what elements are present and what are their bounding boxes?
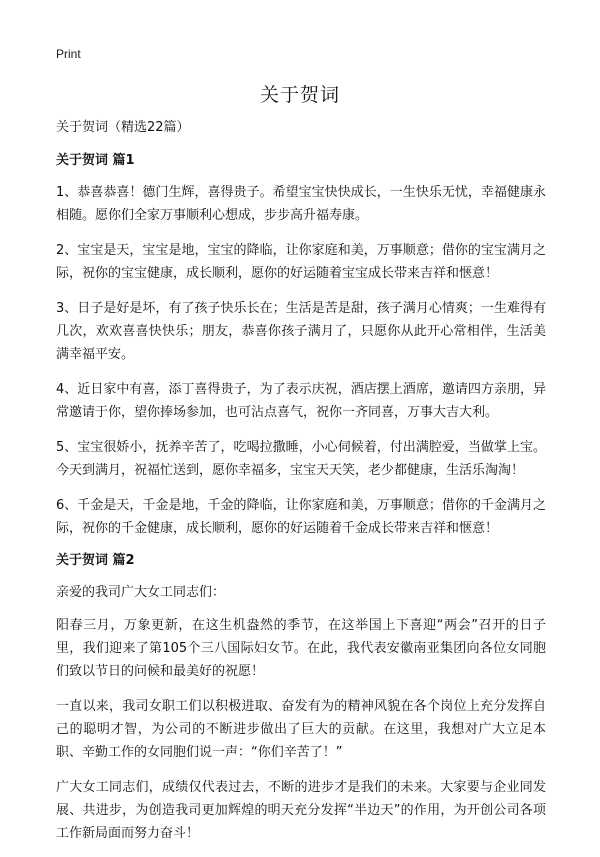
paragraph: 1、恭喜恭喜！德门生辉，喜得贵子。希望宝宝快快成长，一生快乐无忧，幸福健康永相随。愿你们全家万事顺利心想成，步步高升福寿康。 [56,185,546,223]
salutation: 亲爱的我司广大女工同志们： [56,585,226,600]
section-heading: 关于贺词 篇1 [56,153,135,168]
document-subtitle: 关于贺词（精选22篇） [56,120,190,135]
paragraph: 广大女工同志们，成绩仅代表过去，不断的进步才是我们的未来。大家要与企业同发展、共进步，为创造我司更加辉煌的明天充分发挥“半边天”的作用，为开创公司各项工作新局面而努力奋斗！ [56,780,546,841]
section-1 [56,152,546,540]
paragraph: 6、千金是天，千金是地，千金的降临，让你家庭和美，万事顺意；借你的千金满月之际，祝你的千金健康，成长顺利，愿你的好运随着千金成长带来吉祥和惬意！ [56,498,546,536]
page-title: 关于贺词 [259,84,340,106]
paragraph: 4、近日家中有喜，添丁喜得贵子，为了表示庆祝，酒店摆上酒席，邀请四方亲朋，异常邀请于你，望你捧场参加，也可沾点喜气，祝你一齐同喜，万事大吉大利。 [56,382,546,420]
paragraph: 一直以来，我司女职工们以积极进取、奋发有为的精神风貌在各个岗位上充分发挥自己的聪明才智，为公司的不断进步做出了巨大的贡献。在这里，我想对广大立足本职、辛勤工作的女同胞们说一声：“你们辛苦了！” [56,699,546,760]
section-2 [56,552,546,845]
paragraph: 2、宝宝是天，宝宝是地，宝宝的降临，让你家庭和美，万事顺意；借你的宝宝满月之际，祝你的宝宝健康，成长顺利，愿你的好运随着宝宝成长带来吉祥和惬意！ [56,243,546,281]
paragraph: 5、宝宝很娇小，抚养辛苦了，吃喝拉撒睡，小心伺候着，付出满腔爱，当做掌上宝。今天到满月，祝福忙送到，愿你幸福多，宝宝天天笑，老少都健康，生活乐淘淘！ [56,440,546,478]
document-body [56,119,546,857]
print-link[interactable]: Print [56,47,81,61]
section-heading: 关于贺词 篇2 [56,553,135,568]
paragraph: 阳春三月，万象更新，在这生机盎然的季节，在这举国上下喜迎“两会”召开的日子里，我们迎来了第105个三八国际妇女节。在此，我代表安徽南亚集团向各位女同胞们致以节日的问候和最美好的祝愿！ [56,618,546,679]
paragraph: 3、日子是好是坏，有了孩子快乐长在；生活是苦是甜，孩子满月心情爽；一生难得有几次，欢欢喜喜快快乐；朋友，恭喜你孩子满月了，只愿你从此开心常相伴，生活美满幸福平安。 [56,301,546,362]
